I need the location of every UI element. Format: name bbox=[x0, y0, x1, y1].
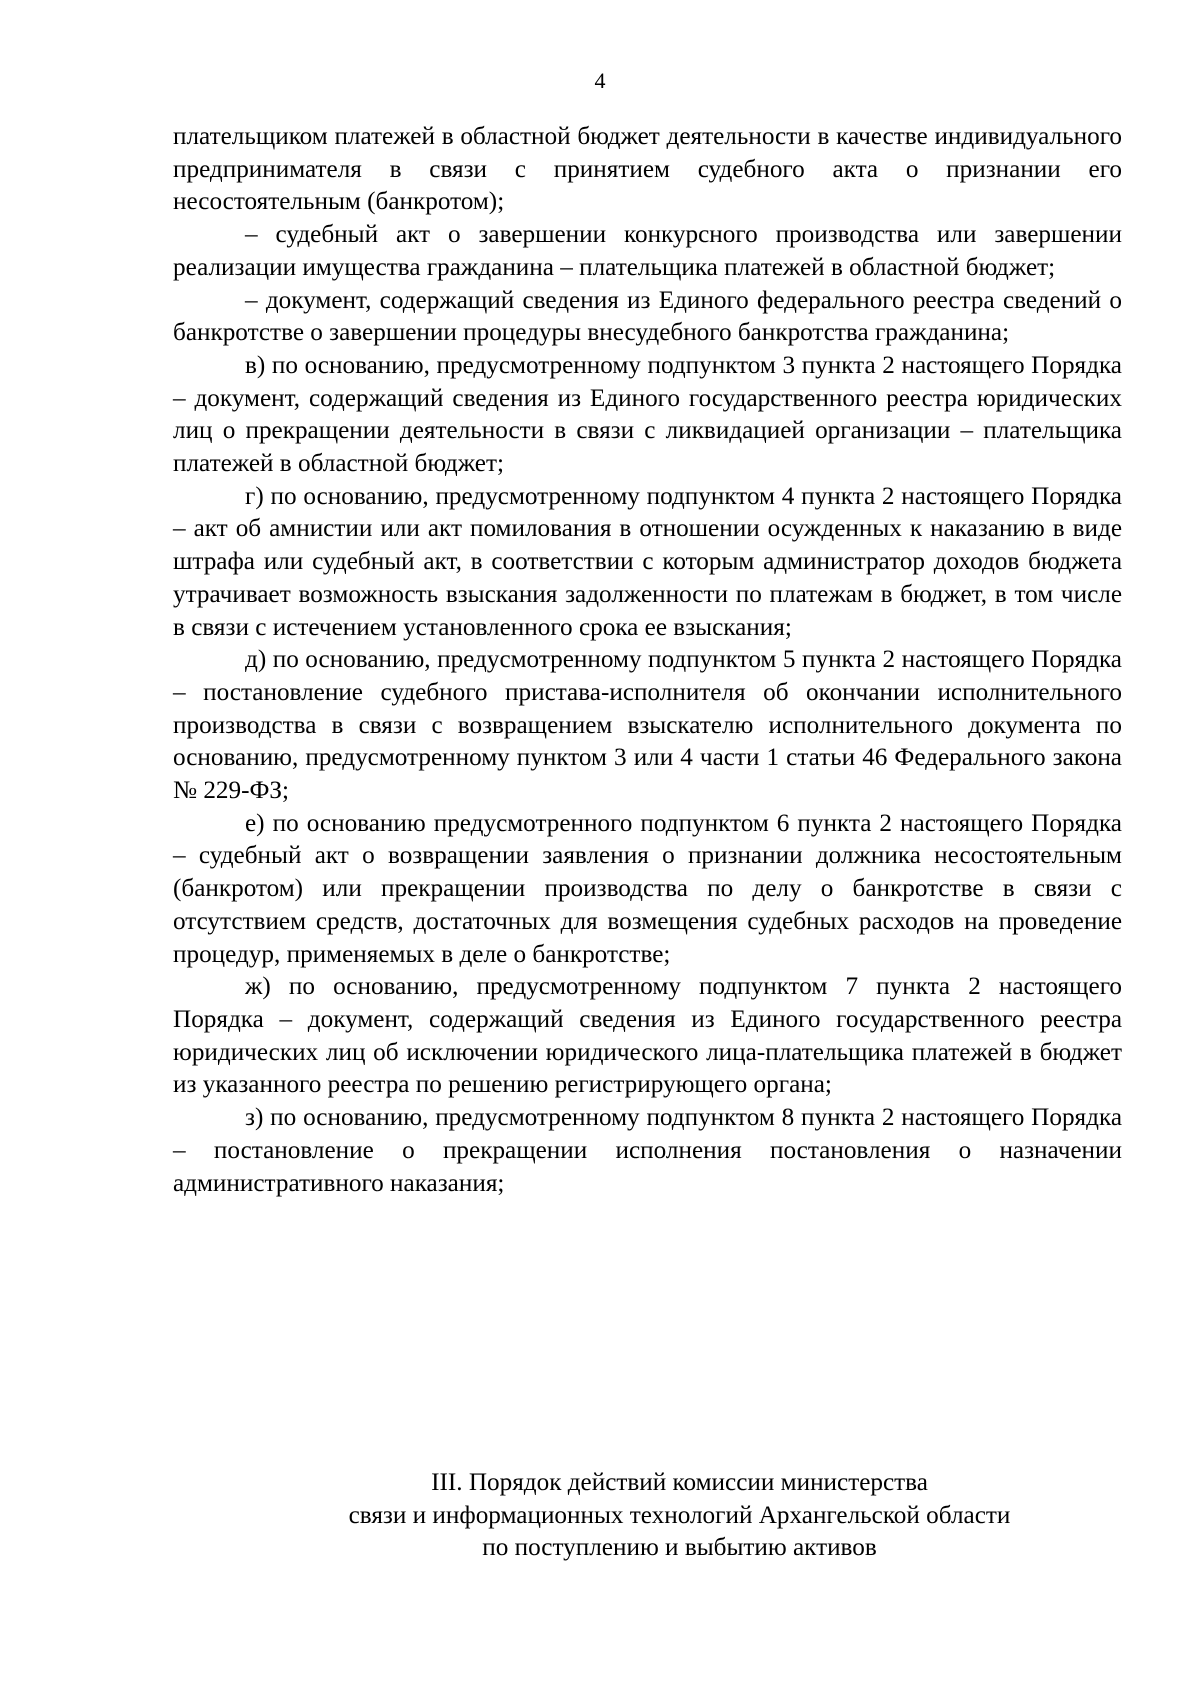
page-number: 4 bbox=[594, 68, 606, 93]
paragraph-zh: ж) по основанию, предусмотренному подпунктом 7 пункта 2 настоящего Порядка – документ, содержащий сведения из Единого государственного реестра юридических лиц об исключении юридического лица-плательщика платежей в бюджет из указанного реестра по решению регистрирующего органа; bbox=[173, 973, 1122, 1099]
paragraph-e: е) по основанию предусмотренного подпунктом 6 пункта 2 настоящего Порядка – судебный акт о возвращении заявления о признании должника несостоятельным (банкротом) или прекращении производства по делу о банкротстве в связи с отсутствием средств, достаточных для возмещения судебных расходов на проведение процедур, применяемых в деле о банкротстве; bbox=[173, 809, 1122, 968]
paragraph-z: з) по основанию, предусмотренному подпунктом 8 пункта 2 настоящего Порядка – постановление о прекращении исполнения постановления о назначении административного наказания; bbox=[173, 1104, 1122, 1197]
paragraph-v: в) по основанию, предусмотренному подпунктом 3 пункта 2 настоящего Порядка – документ, содержащий сведения из Единого государственного реестра юридических лиц о прекращении деятельности в связи с ликвидацией организации – плательщика платежей в областной бюджет; bbox=[173, 351, 1122, 478]
paragraph-1: плательщиком платежей в областной бюджет деятельности в качестве индивидуального предпринимателя в связи с принятием судебного акта о признании его несостоятельным (банкротом); bbox=[173, 123, 1122, 216]
paragraph-g: г) по основанию, предусмотренному подпунктом 4 пункта 2 настоящего Порядка – акт об амнистии или акт помилования в отношении осужденных к наказанию в виде штрафа или судебный акт, в соответствии с которым администратор доходов бюджета утрачивает возможность взыскания задолженности по платежам в бюджет, в том числе в связи с истечением установленного срока ее взыскания; bbox=[173, 482, 1122, 641]
paragraph-d: д) по основанию, предусмотренному подпунктом 5 пункта 2 настоящего Порядка – постановление судебного пристава-исполнителя об окончании исполнительного производства в связи с возвращением взыскателю исполнительного документа по основанию, предусмотренному пунктом 3 или 4 части 1 статьи 46 Федерального закона № 229-ФЗ; bbox=[173, 646, 1122, 805]
section-heading bbox=[173, 1467, 1186, 1565]
section-heading-line-3: по поступлению и выбытию активов bbox=[482, 1534, 877, 1562]
paragraph-2: – судебный акт о завершении конкурсного производства или завершении реализации имущества гражданина – плательщика платежей в областной бюджет; bbox=[173, 221, 1122, 281]
section-heading-line-1: III. Порядок действий комиссии министерства bbox=[431, 1469, 928, 1496]
section-heading-line-2: связи и информационных технологий Архангельской области bbox=[348, 1501, 1011, 1529]
body-text bbox=[173, 121, 1122, 1200]
paragraph-3: – документ, содержащий сведения из Единого федерального реестра сведений о банкротстве о завершении процедуры внесудебного банкротства гражданина; bbox=[173, 286, 1122, 347]
